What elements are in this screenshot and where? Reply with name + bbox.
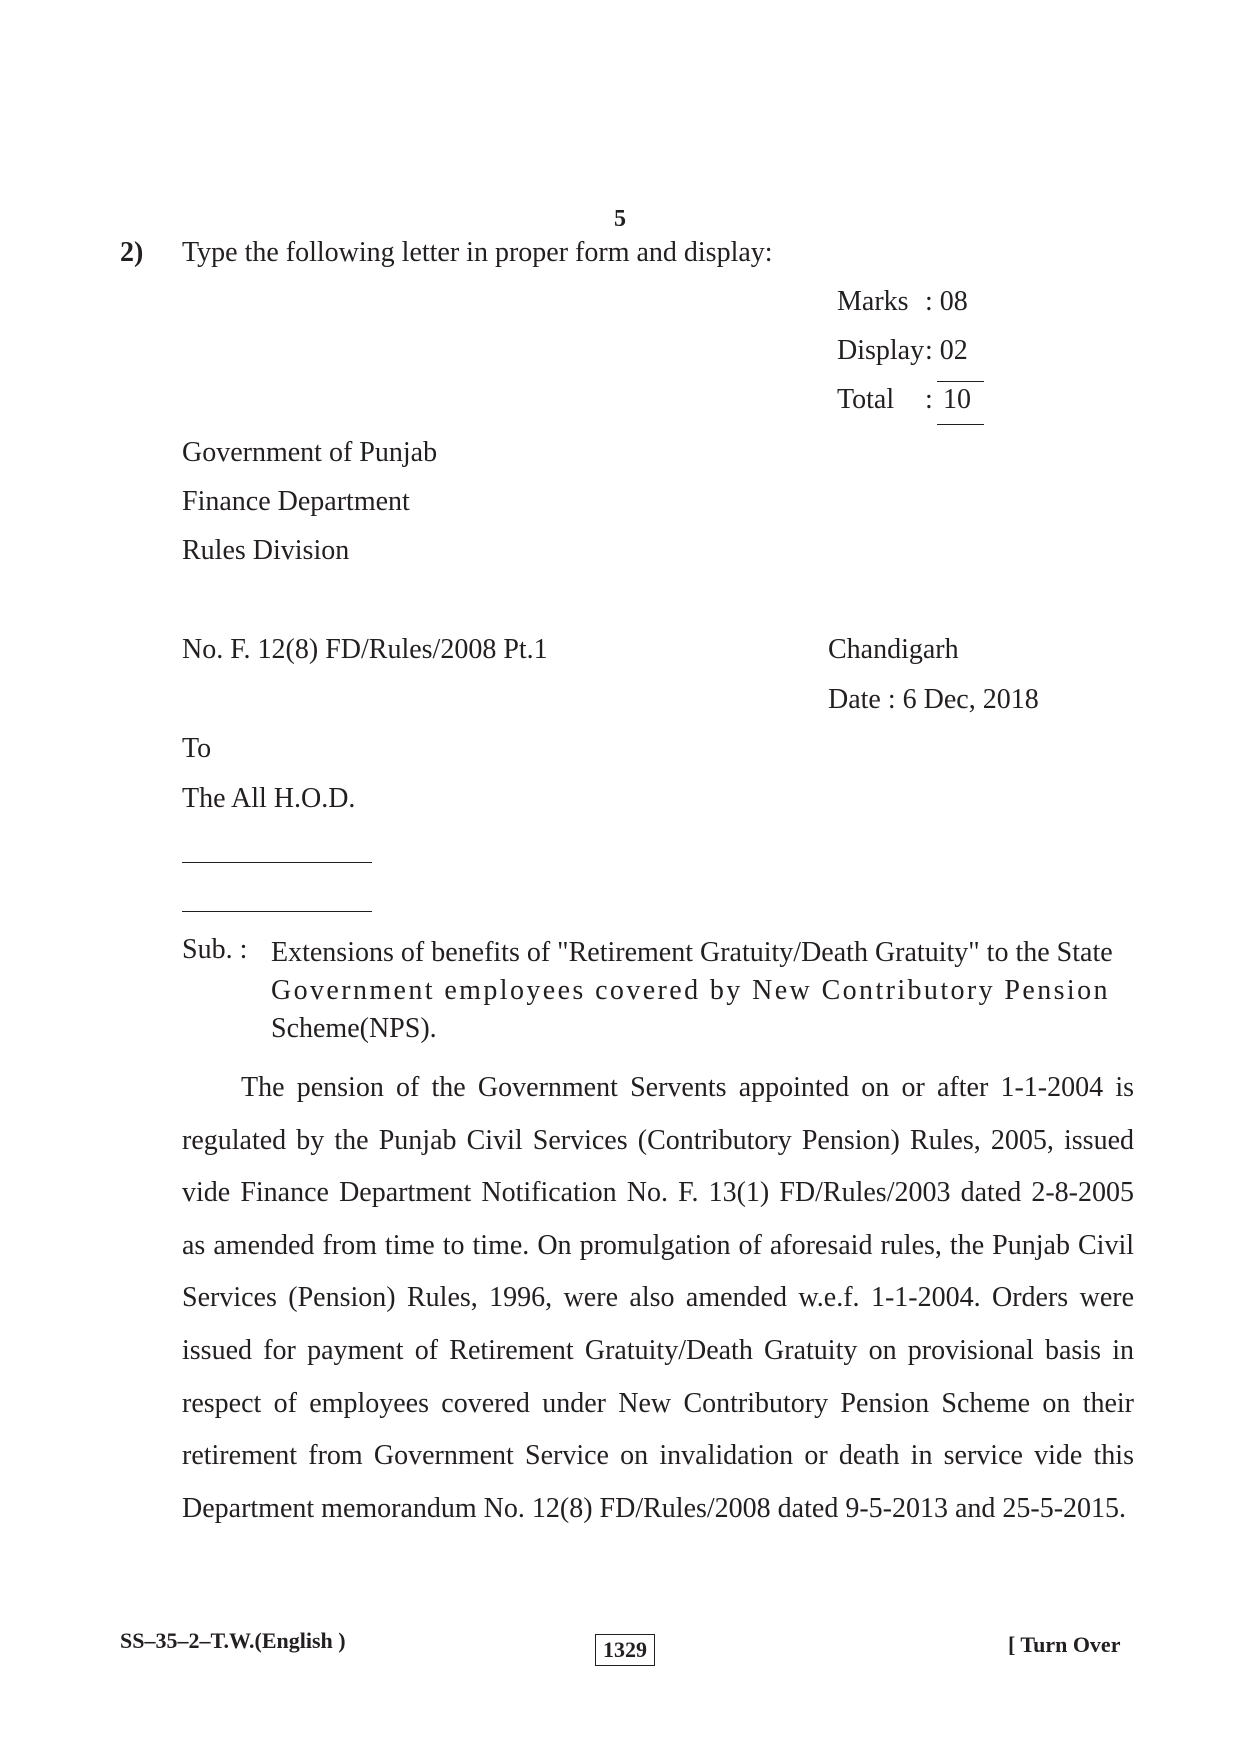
total-label: Total (837, 384, 895, 415)
total-box (937, 381, 984, 425)
sender-line-2: Finance Department (182, 486, 410, 517)
subject-line-3: Scheme(NPS). (271, 1013, 437, 1044)
total-value: 10 (943, 384, 971, 415)
subject-text (271, 934, 1134, 1048)
subject-label: Sub. : (182, 934, 248, 965)
total-colon: : (925, 384, 933, 415)
display-label: Display (837, 335, 925, 366)
footer-page-id: 1329 (595, 1634, 655, 1666)
recipient-name: The All H.O.D. (182, 783, 356, 814)
footer-code: SS–35–2–T.W.(English ) (120, 1628, 346, 1653)
recipient-to: To (182, 733, 212, 764)
marks-label: Marks (837, 286, 909, 317)
body-paragraph: The pension of the Government Servents appointed on or after 1-1-2004 is regulated by the Punjab Civil Services (Contributory Pension) Rules, 2005, issued vide Finance Department Notification No. F. 13(1) FD/Rules/2003 dated 2-8-2005 as amended from time to time. On promulgation of aforesaid rules, the Punjab Civil Services (Pension) Rules, 1996, were also amended w.e.f. 1-1-2004. Orders were issued for payment of Retirement Gratuity/Death Gratuity on provisional basis in respect of employees covered under New Contributory Pension Scheme on their retirement from Government Service on invalidation or death in service vide this Department memorandum No. 12(8) FD/Rules/2008 dated 9-5-2013 and 25-5-2015. (182, 1072, 1134, 1524)
marks-row (837, 286, 968, 318)
sender-line-1: Government of Punjab (182, 437, 438, 468)
sender-line-3: Rules Division (182, 535, 350, 566)
address-blank-line (182, 862, 372, 863)
total-row (837, 384, 933, 416)
page-number: 5 (614, 206, 626, 232)
reference-date: Date : 6 Dec, 2018 (828, 684, 1039, 715)
question-instruction: Type the following letter in proper form and display: (182, 237, 773, 268)
reference-number: No. F. 12(8) FD/Rules/2008 Pt.1 (182, 634, 548, 665)
subject-line-1: Extensions of benefits of "Retirement Gratuity/Death Gratuity" to the State (271, 937, 1113, 968)
footer-turn-over: [ Turn Over (1008, 1632, 1121, 1657)
display-value: : 02 (925, 335, 968, 366)
subject-line-2: Government employees covered by New Contributory Pension (271, 975, 1110, 1006)
address-blank-line (182, 911, 372, 912)
display-row (837, 335, 968, 367)
marks-value: : 08 (925, 286, 968, 317)
question-number: 2) (120, 237, 144, 268)
reference-place: Chandigarh (828, 634, 959, 665)
